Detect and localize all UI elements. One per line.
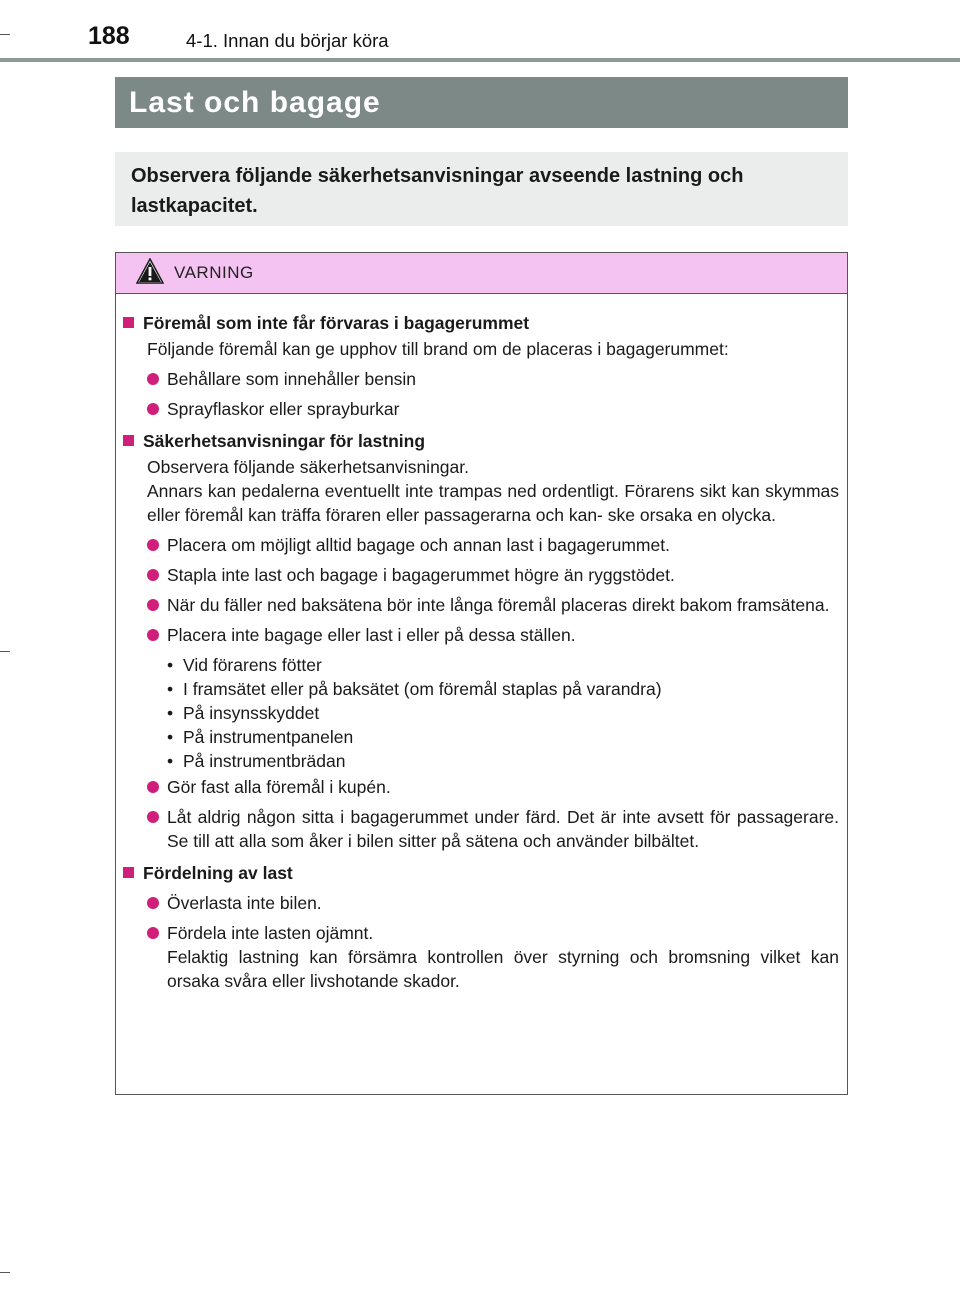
sub-list-text: På instrumentbrädan (183, 751, 346, 771)
sub-bullet-mark: • (167, 679, 174, 699)
bullet-dot-icon (147, 811, 159, 823)
bullet-dot-icon (147, 373, 159, 385)
page-number: 188 (88, 22, 130, 50)
section-title: Säkerhetsanvisningar för lastning (143, 431, 426, 451)
bullet-item (123, 593, 839, 617)
sub-bullet-mark: • (167, 751, 174, 771)
section-heading (123, 311, 839, 335)
sub-list-item (123, 677, 839, 701)
warning-triangle-icon (136, 258, 164, 284)
square-bullet-icon (123, 435, 134, 446)
warning-header (116, 253, 847, 294)
paragraph (123, 455, 839, 527)
sub-list-text: Vid förarens fötter (183, 655, 322, 675)
bullet-item (123, 533, 839, 557)
intro-box (115, 152, 848, 226)
bullet-dot-icon (147, 897, 159, 909)
bullet-item (123, 921, 839, 993)
bullet-text: Stapla inte last och bagage i bagagerummet högre än ryggstödet. (167, 565, 675, 585)
bullet-item (123, 805, 839, 853)
bullet-dot-icon (147, 569, 159, 581)
sub-list (123, 653, 839, 773)
warning-body (116, 294, 847, 993)
bullet-text: Låt aldrig någon sitta i bagagerummet under färd. Det är inte avsett för passagerare. Se till att alla som åker i bilen sitter på sätena och använder bilbältet. (167, 807, 839, 851)
bullet-text: Sprayflaskor eller sprayburkar (167, 399, 400, 419)
sub-bullet-mark: • (167, 727, 174, 747)
crop-mark (0, 651, 10, 652)
square-bullet-icon (123, 867, 134, 878)
chapter-heading: 4-1. Innan du börjar köra (186, 30, 389, 51)
bullet-item (123, 397, 839, 421)
sub-list-item (123, 749, 839, 773)
sub-list-item (123, 653, 839, 677)
section-title-bar (115, 77, 848, 128)
bullet-text: Gör fast alla föremål i kupén. (167, 777, 391, 797)
bullet-dot-icon (147, 403, 159, 415)
intro-text: Observera följande säkerhetsanvisningar avseende lastning och lastkapacitet. (131, 165, 744, 217)
section-heading (123, 429, 839, 453)
page-header (0, 18, 960, 58)
sub-list-text: I framsätet eller på baksätet (om föremål staplas på varandra) (183, 679, 662, 699)
bullet-dot-icon (147, 599, 159, 611)
bullet-item (123, 623, 839, 647)
sub-list-text: På instrumentpanelen (183, 727, 354, 747)
section-heading (123, 861, 839, 885)
bullet-text: Behållare som innehåller bensin (167, 369, 417, 389)
bullet-item (123, 891, 839, 915)
crop-mark (0, 1272, 10, 1273)
bullet-text (167, 921, 839, 993)
bullet-dot-icon (147, 927, 159, 939)
section-title: Fördelning av last (143, 863, 293, 883)
warning-label: VARNING (174, 263, 254, 282)
bullet-dot-icon (147, 629, 159, 641)
sub-bullet-mark: • (167, 655, 174, 675)
section-title: Föremål som inte får förvaras i bagagerummet (143, 313, 530, 333)
bullet-text: Placera inte bagage eller last i eller på dessa ställen. (167, 625, 576, 645)
sub-list-item (123, 701, 839, 725)
sub-list-text: På insynsskyddet (183, 703, 320, 723)
warning-box (115, 252, 848, 1095)
bullet-item (123, 563, 839, 587)
bullet-dot-icon (147, 781, 159, 793)
bullet-line: Fördela inte lasten ojämnt. (167, 923, 374, 943)
paragraph-line: Observera följande säkerhetsanvisningar. (147, 457, 469, 477)
bullet-text: Placera om möjligt alltid bagage och annan last i bagagerummet. (167, 535, 670, 555)
header-divider (0, 58, 960, 62)
paragraph: Följande föremål kan ge upphov till brand om de placeras i bagagerummet: (147, 339, 729, 359)
sub-bullet-mark: • (167, 703, 174, 723)
square-bullet-icon (123, 317, 134, 328)
bullet-text: När du fäller ned baksätena bör inte långa föremål placeras direkt bakom framsätena. (167, 595, 830, 615)
paragraph-line: Annars kan pedalerna eventuellt inte trampas ned ordentligt. Förarens sikt kan skymmas eller föremål kan träffa föraren eller passagerarna och kan- ske orsaka en olycka. (147, 481, 839, 525)
bullet-item (123, 367, 839, 391)
bullet-line: Felaktig lastning kan försämra kontrollen över styrning och bromsning vilket kan orsaka svåra eller livshotande skador. (167, 947, 839, 991)
sub-list-item (123, 725, 839, 749)
bullet-text: Överlasta inte bilen. (167, 893, 322, 913)
page-title: Last och bagage (129, 86, 381, 119)
bullet-dot-icon (147, 539, 159, 551)
bullet-item (123, 775, 839, 799)
